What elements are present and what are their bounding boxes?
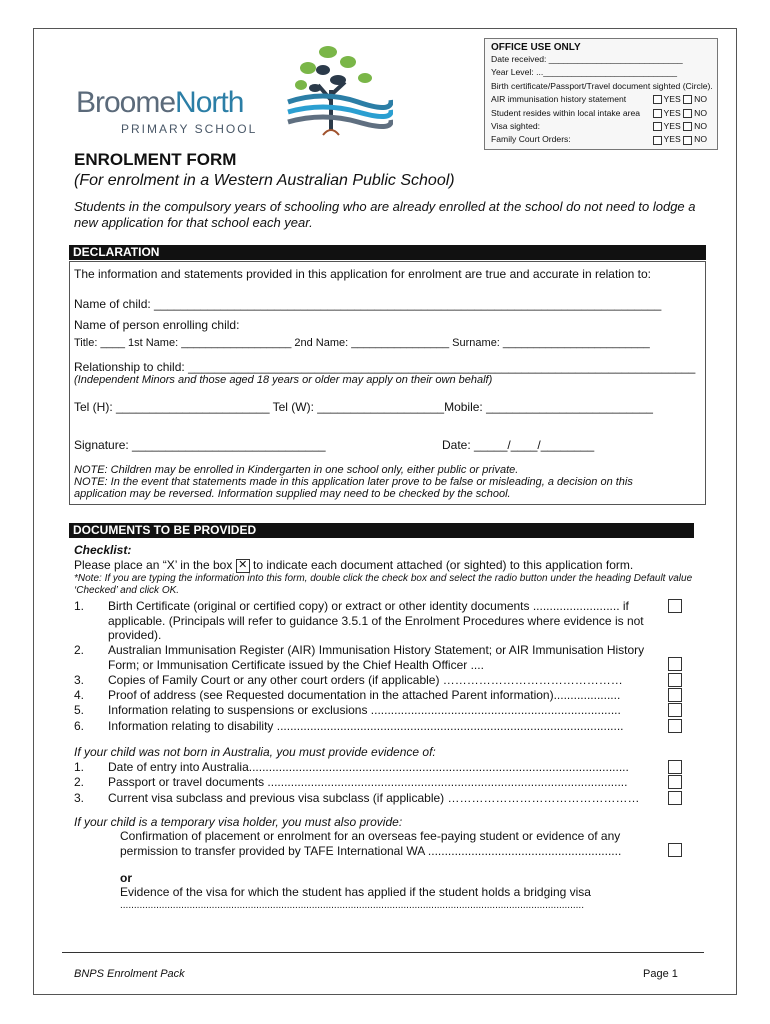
checkbox-date-of-entry[interactable] [668,760,682,774]
typing-note: *Note: If you are typing the information into this form, double click the check box and select the radio button under the heading Default value ‘Checked’ and click OK. [74,573,693,596]
doc-item-passport: Passport or travel documents ............................................................................................................ [108,775,628,789]
doc-item-date-of-entry: Date of entry into Australia.................................................................................................................. [108,760,629,774]
footer-left: BNPS Enrolment Pack [74,968,185,980]
item-number: 5. [74,703,85,717]
note-kindergarten: NOTE: Children may be enrolled in Kindergarten in one school only, either public or private. [74,464,519,476]
office-yesno-row: Family Court Orders: YES NO [491,134,707,145]
no-checkbox[interactable] [683,122,692,131]
no-checkbox[interactable] [683,95,692,104]
or-label: or [120,871,132,885]
checkbox-birth-certificate[interactable] [668,599,682,613]
signature-field[interactable]: Signature: _____________________________ [74,438,326,452]
checkbox-disability[interactable] [668,719,682,733]
item-number: 4. [74,688,85,702]
name-of-child-field[interactable]: Name of child: ____________________________________________________________________________ [74,297,662,311]
yes-checkbox[interactable] [653,122,662,131]
yes-checkbox[interactable] [653,136,662,145]
item-number: 2. [74,775,85,789]
checkbox-overseas-placement[interactable] [668,843,682,857]
doc-item-immunisation: Australian Immunisation Register (AIR) Immunisation History Statement; or AIR Immunisation History Form; or Immunisation Certificate issued by the Chief Health Officer .... [108,643,645,672]
relationship-note: (Independent Minors and those aged 18 years or older may apply on their own behalf) [74,374,493,386]
documents-heading: DOCUMENTS TO BE PROVIDED [69,523,694,538]
not-born-heading: If your child was not born in Australia, you must provide evidence of: [74,745,436,759]
item-number: 3. [74,673,85,687]
school-logo-text: BroomeNorth [76,86,244,119]
footer-divider [62,952,704,953]
declaration-heading: DECLARATION [69,245,706,260]
date-field[interactable]: Date: _____/____/________ [442,438,595,452]
office-line: Year Level: ...____________________________ [491,67,678,78]
checkbox-proof-of-address[interactable] [668,688,682,702]
checkbox-suspensions[interactable] [668,703,682,717]
office-yesno-row: Visa sighted: YES NO [491,120,707,131]
school-logo-subtitle: PRIMARY SCHOOL [121,122,258,136]
doc-item-bridging-visa: Evidence of the visa for which the student has applied if the student holds a bridging visa [120,885,591,899]
title-names-field[interactable]: Title: ____ 1st Name: __________________ 2nd Name: ________________ Surname: ________________________ [74,337,650,349]
doc-item-proof-of-address: Proof of address (see Requested documentation in the attached Parent information).................... [108,688,621,702]
checklist-label: Checklist: [74,543,132,557]
office-yesno-row: AIR immunisation history statement YES NO [491,94,707,105]
yes-checkbox[interactable] [653,109,662,118]
doc-item-court-orders: Copies of Family Court or any other court orders (if applicable) ……………………………………… [108,673,623,687]
no-checkbox[interactable] [683,109,692,118]
office-line: Birth certificate/Passport/Travel document sighted (Circle). [491,80,713,91]
doc-item-suspensions: Information relating to suspensions or exclusions ........................................................................... [108,703,621,717]
doc-item-birth-certificate: Birth Certificate (original or certified copy) or extract or other identity documents .......................... if applicable. (Principals will refer to guidance 3.5.1 of the Enrolment Procedures where evidence is not provided). [108,599,644,642]
checkbox-immunisation[interactable] [668,657,682,671]
checkbox-court-orders[interactable] [668,673,682,687]
doc-item-overseas-placement: Confirmation of placement or enrolment for an overseas fee-paying student or evidence of any permission to transfer provided by TAFE International WA .......................................................... [120,829,622,858]
checkbox-passport[interactable] [668,775,682,789]
telephone-field[interactable]: Tel (H): _______________________ Tel (W): ___________________Mobile: _________________________ [74,400,653,414]
name-of-person-label: Name of person enrolling child: [74,318,240,332]
yes-checkbox[interactable] [653,95,662,104]
item-number: 1. [74,760,85,774]
item-number: 6. [74,719,85,733]
item-number: 1. [74,599,85,613]
intro-text: Students in the compulsory years of schooling who are already enrolled at the school do not need to lodge a new application for that school each year. [74,199,696,230]
checkbox-visa-subclass[interactable] [668,791,682,805]
office-title: OFFICE USE ONLY [491,42,581,53]
office-yesno-row: Student resides within local intake area YES NO [491,107,707,118]
item-number: 3. [74,791,85,805]
doc-item-disability: Information relating to disability ........................................................................................................ [108,719,624,733]
no-checkbox[interactable] [683,136,692,145]
office-use-box [484,38,718,150]
form-subtitle: (For enrolment in a Western Australian Public School) [74,172,455,189]
form-title: ENROLMENT FORM [74,150,237,169]
relationship-field[interactable]: Relationship to child: ____________________________________________________________________________ [74,360,696,374]
temp-visa-heading: If your child is a temporary visa holder, you must also provide: [74,815,403,829]
checklist-instruction: Please place an “X’ in the box ✕ to indicate each document attached (or sighted) to this application form. [74,558,634,572]
note-false-statements: NOTE: In the event that statements made in this application later prove to be false or misleading, a decision on this application may be reversed. Information supplied may need to be checked by the school. [74,476,633,500]
bridging-visa-dots: ....................................................................................................................................................................... [120,900,584,911]
tree-logo-icon [283,40,393,140]
declaration-statement: The information and statements provided in this application for enrolment are true and accurate in relation to: [74,267,651,281]
item-number: 2. [74,643,85,657]
doc-item-visa-subclass: Current visa subclass and previous visa subclass (if applicable) ………………………………………… [108,791,640,805]
x-box-icon: ✕ [236,559,250,573]
office-line: Date received: ____________________________ [491,54,683,64]
page-number: Page 1 [643,968,678,980]
